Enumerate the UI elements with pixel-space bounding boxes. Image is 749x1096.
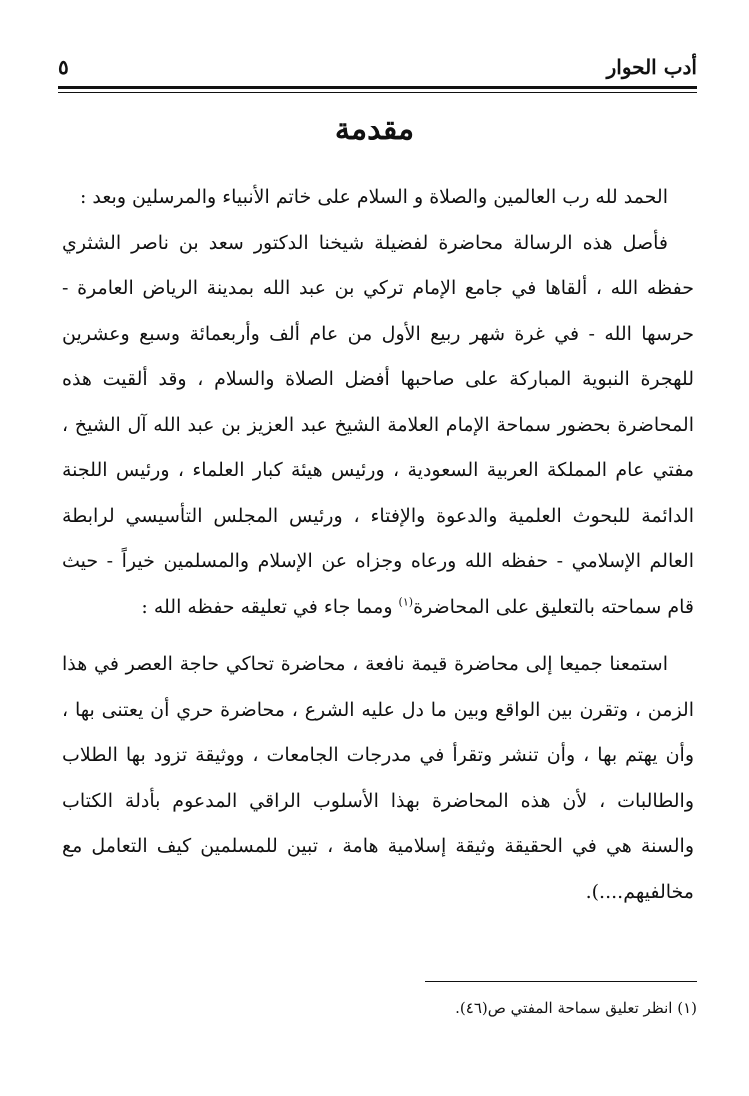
chapter-title: مقدمة [334,112,415,147]
footnote-rule [425,981,697,982]
body-text [62,175,694,915]
paragraph-opening: الحمد لله رب العالمين والصلاة و السلام على خاتم الأنبياء والمرسلين وبعد : [79,186,668,208]
page-number: ٥ [58,55,69,79]
paragraph-origin-tail: ومما جاء في تعليقه حفظه الله : [141,595,393,618]
footnote-marker: (١) [398,595,414,609]
paragraph-origin [62,221,694,631]
header-rule-thick [58,86,697,89]
footnote: (١) انظر تعليق سماحة المفتي ص(٤٦). [455,999,697,1017]
running-title: أدب الحوار [606,55,697,79]
paragraph-quote: استمعنا جميعا إلى محاضرة قيمة نافعة ، محاضرة تحاكي حاجة العصر في هذا الزمن ، وتقرن بين الواقع وبين ما دل عليه الشرع ، محاضرة حري أن يعتنى بها ، وأن يهتم بها ، وأن تنشر وتقرأ في مدرجات الجامعات ، ووثيقة تزود بها الطلاب والطالبات ، لأن هذه المحاضرة بهذا الأسلوب الراقي المدعوم بأدلة الكتاب والسنة هي في الحقيقة وثيقة إسلامية هامة ، تبين للمسلمين كيف التعامل مع مخالفيهم....). [62,653,694,903]
paragraph-origin-text: فأصل هذه الرسالة محاضرة لفضيلة شيخنا الدكتور سعد بن ناصر الشثري حفظه الله ، ألقاها في جامع الإمام تركي بن عبد الله بمدينة الرياض العامرة - حرسها الله - في غرة شهر ربيع الأول من عام ألف وأربعمائة وسبع وعشرين للهجرة النبوية المباركة على صاحبها أفضل الصلاة والسلام ، وقد ألقيت هذه المحاضرة بحضور سماحة الإمام العلامة الشيخ عبد العزيز بن عبد الله آل الشيخ ، مفتي عام المملكة العربية السعودية ، ورئيس هيئة كبار العلماء ، ورئيس اللجنة الدائمة للبحوث العلمية والدعوة والإفتاء ، ورئيس المجلس التأسيسي لرابطة العالم الإسلامي - حفظه الله ورعاه وجزاه عن الإسلام والمسلمين خيراً - حيث قام سماحته بالتعليق على المحاضرة [62,231,694,618]
page-header [58,52,697,92]
header-rule-thin [58,92,697,93]
